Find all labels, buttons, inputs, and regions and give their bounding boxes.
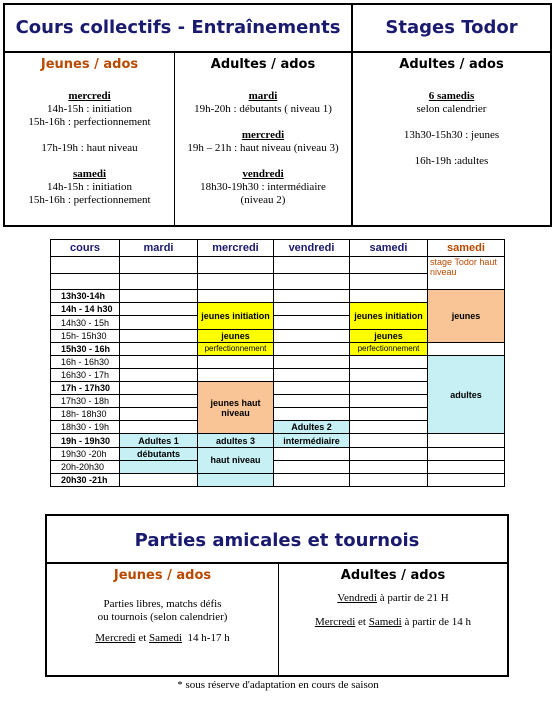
courses-box [3, 3, 552, 227]
time-label: 16h - 16h30 [51, 355, 120, 368]
col2-heading: Adultes / ados [210, 57, 316, 72]
grid-row [51, 355, 505, 368]
ven-intermediaire: intermédiaire [274, 434, 350, 447]
mer-jeunes-perf: jeunes [198, 329, 274, 342]
hdr-mercredi: mercredi [198, 240, 274, 257]
col2-content [175, 90, 351, 207]
time-label: 19h - 19h30 [51, 434, 120, 447]
friendly-left-content [47, 598, 278, 645]
mer-jeunes-haut-niveau: jeunes haut niveau [198, 382, 274, 434]
courses-title: Cours collectifs - Entraînements [15, 17, 341, 38]
grid-row [51, 473, 505, 486]
hdr-samedi-stage: samedi [428, 240, 505, 257]
sam-jeunes-perf: jeunes [350, 329, 428, 342]
col3-line: 16h-19h :adultes [414, 155, 489, 167]
col2-ven-line: (niveau 2) [240, 194, 286, 206]
time-label: 18h- 18h30 [51, 408, 120, 421]
friendly-left-heading: Jeunes / ados [113, 568, 212, 583]
mer-haut-niveau: haut niveau [198, 447, 274, 473]
col1-content [5, 90, 174, 207]
time-label: 20h30 -21h [51, 473, 120, 486]
time-label: 13h30-14h [51, 290, 120, 303]
col1-mer-line: 17h-19h : haut niveau [41, 142, 138, 154]
col3-content [353, 90, 550, 168]
grid-header-row [51, 240, 505, 257]
grid-row [51, 342, 505, 355]
schedule-grid [50, 239, 505, 487]
time-label: 19h30 -20h [51, 447, 120, 460]
ven-adultes2: Adultes 2 [274, 421, 350, 434]
time-label: 15h30 - 16h [51, 342, 120, 355]
grid-row [51, 447, 505, 460]
grid-row [51, 290, 505, 303]
friendly-games-box [45, 514, 509, 677]
col1-mer-line: 14h-15h : initiation [47, 103, 132, 115]
time-label: 16h30 - 17h [51, 368, 120, 381]
mer-jeunes-initiation: jeunes initiation [198, 303, 274, 329]
hdr-samedi: samedi [350, 240, 428, 257]
friendly-title: Parties amicales et tournois [134, 530, 420, 551]
stage-jeunes: jeunes [428, 290, 505, 342]
col1-heading: Jeunes / ados [40, 57, 139, 72]
hdr-mardi: mardi [120, 240, 198, 257]
time-label: 18h30 - 19h [51, 421, 120, 434]
col1-mercredi: mercredi [68, 90, 111, 102]
friendly-left-days: Mercredi et Samedi 14 h-17 h [95, 632, 230, 644]
mer-perfectionnement: perfectionnement [198, 342, 274, 355]
col2-vendredi: vendredi [242, 168, 284, 180]
friendly-left-line: Parties libres, matchs défis [103, 598, 222, 610]
col3-line: selon calendrier [416, 103, 487, 115]
col3-samedis: 6 samedis [428, 90, 475, 102]
time-label: 17h30 - 18h [51, 395, 120, 408]
stages-title: Stages Todor [385, 17, 518, 38]
col2-mardi: mardi [248, 90, 278, 102]
friendly-right-heading: Adultes / ados [340, 568, 446, 583]
col3-heading: Adultes / ados [399, 57, 504, 72]
grid-row [51, 460, 505, 473]
time-label: 14h - 14 h30 [51, 303, 120, 316]
col1-samedi: samedi [73, 168, 106, 180]
sam-perfectionnement: perfectionnement [350, 342, 428, 355]
col2-mercredi: mercredi [241, 129, 285, 141]
friendly-right-line1: Vendredi à partir de 21 H [337, 592, 449, 604]
col1-sam-line: 15h-16h : perfectionnement [28, 194, 151, 206]
mar-debutants: débutants [120, 447, 198, 460]
footnote: * sous réserve d'adaptation en cours de saison [177, 679, 379, 691]
friendly-right-content [279, 592, 507, 629]
time-label: 14h30 - 15h [51, 316, 120, 329]
mer-adultes3: adultes 3 [198, 434, 274, 447]
col2-ven-line: 18h30-19h30 : intermédiaire [200, 181, 326, 193]
col3-line: 13h30-15h30 : jeunes [403, 129, 500, 141]
time-label: 17h - 17h30 [51, 382, 120, 395]
friendly-right-line2: Mercredi et Samedi à partir de 14 h [314, 616, 472, 628]
col1-sam-line: 14h-15h : initiation [47, 181, 132, 193]
col2-mer-line: 19h – 21h : haut niveau (niveau 3) [187, 142, 339, 154]
grid-row [51, 434, 505, 447]
stage-todor-label: stage Todor haut niveau [428, 257, 505, 290]
friendly-left-line: ou tournois (selon calendrier) [97, 611, 228, 623]
mar-adultes1: Adultes 1 [120, 434, 198, 447]
col2-mardi-line: 19h-20h : débutants ( niveau 1) [194, 103, 332, 115]
grid-row [51, 257, 505, 273]
hdr-cours: cours [51, 240, 120, 257]
sam-jeunes-initiation: jeunes initiation [350, 303, 428, 329]
hdr-vendredi: vendredi [274, 240, 350, 257]
col1-mer-line: 15h-16h : perfectionnement [28, 116, 151, 128]
time-label: 15h- 15h30 [51, 329, 120, 342]
time-label: 20h-20h30 [51, 460, 120, 473]
stage-adultes: adultes [428, 355, 505, 434]
